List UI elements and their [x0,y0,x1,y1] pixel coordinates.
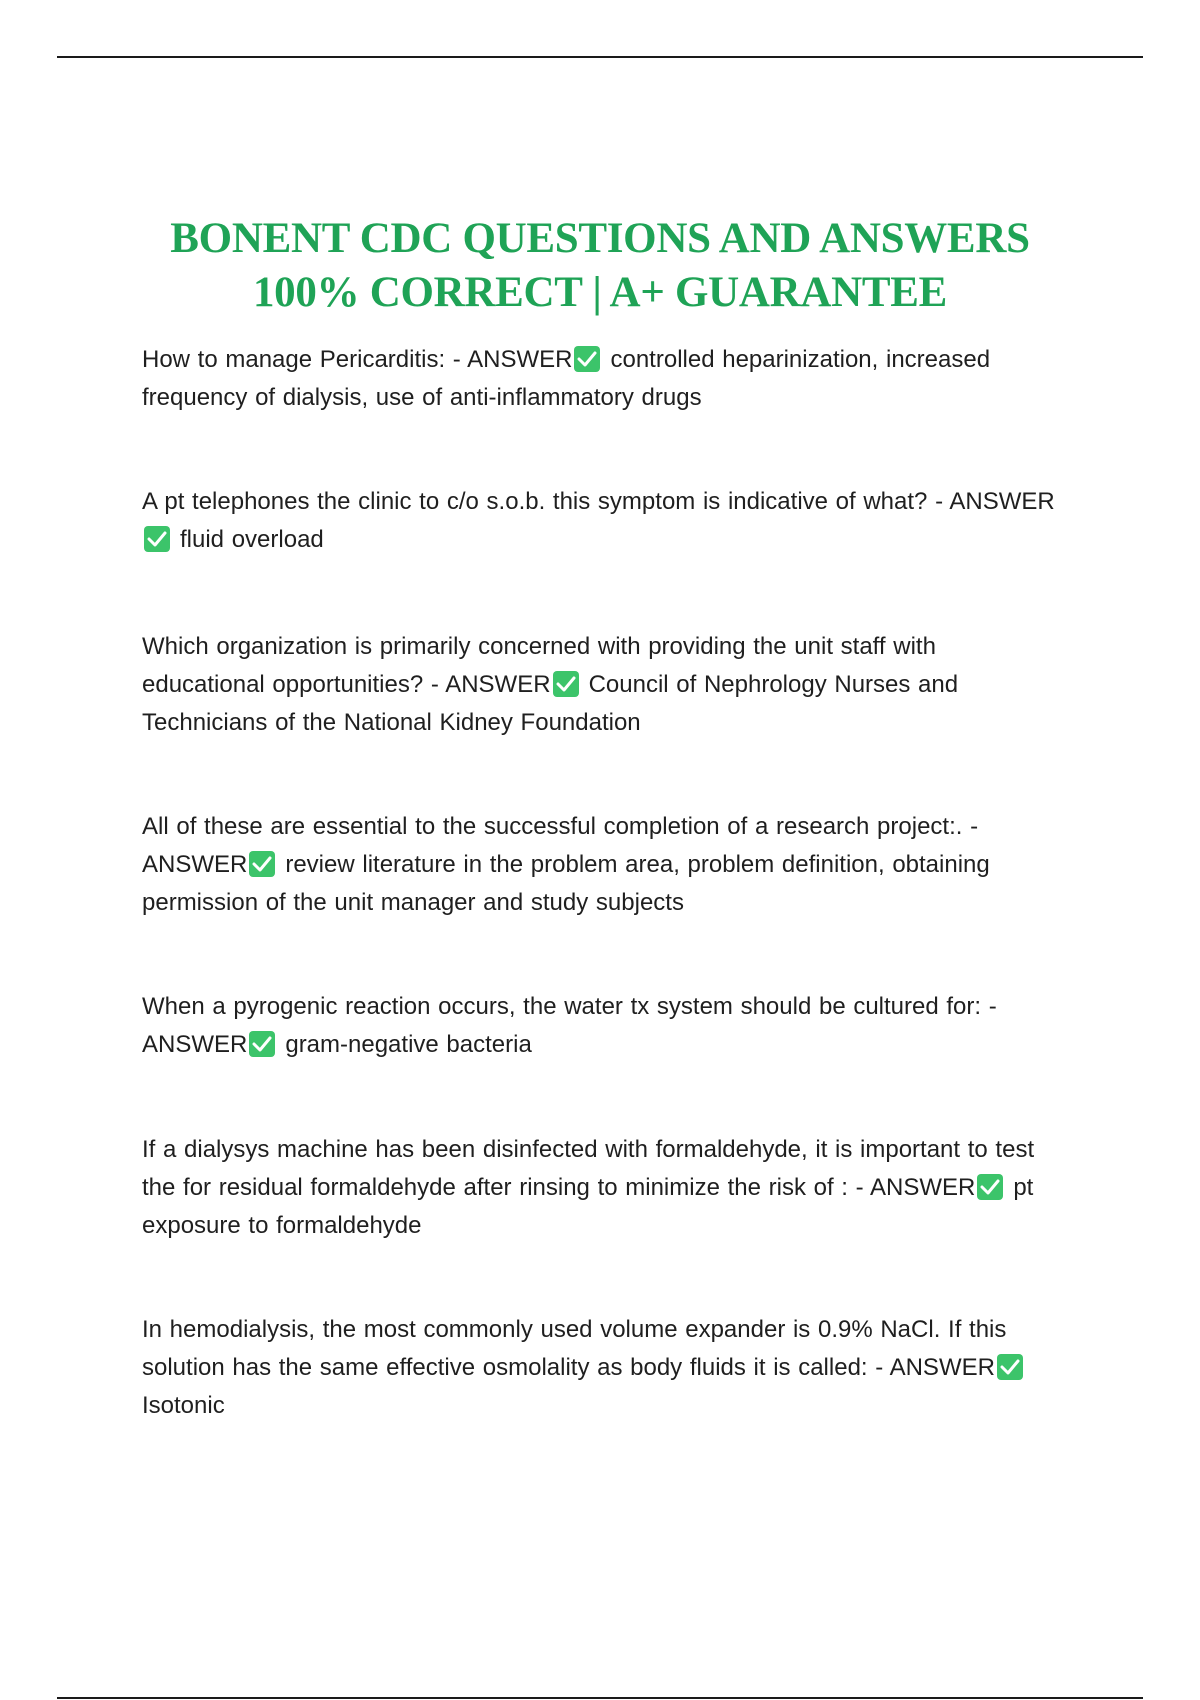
bottom-rule [57,1697,1143,1699]
document-title [80,212,1120,320]
question-text: When a pyrogenic reaction occurs, the water tx system should be cultured for: - ANSWER [142,993,997,1058]
check-mark-icon [144,526,170,552]
question-text: How to manage Pericarditis: - ANSWER [142,346,573,373]
answer-text: pt exposure to formaldehyde [142,1174,1034,1239]
qa-item-5 [142,988,1062,1064]
qa-item-1 [142,341,1062,417]
check-mark-icon [574,346,600,372]
answer-text: review literature in the problem area, problem definition, obtaining permission of the unit manager and study subjects [142,851,990,916]
qa-item-6 [142,1131,1062,1245]
qa-item-3 [142,628,1062,742]
question-text: In hemodialysis, the most commonly used volume expander is 0.9% NaCl. If this solution has the same effective osmolality as body fluids it is called: - ANSWER [142,1316,1007,1381]
question-text: Which organization is primarily concerned with providing the unit staff with educational opportunities? - ANSWER [142,633,936,698]
check-mark-icon [997,1354,1023,1380]
question-text: A pt telephones the clinic to c/o s.o.b. this symptom is indicative of what? - ANSWER [142,488,1055,515]
title-line-2: 100% CORRECT | A+ GUARANTEE [252,269,948,316]
answer-text: controlled heparinization, increased frequency of dialysis, use of anti-inflammatory drugs [142,346,991,411]
answer-text: Council of Nephrology Nurses and Technicians of the National Kidney Foundation [142,671,959,736]
qa-item-4 [142,808,1062,922]
title-line-1: BONENT CDC QUESTIONS AND ANSWERS [170,215,1030,262]
answer-text: gram-negative bacteria [285,1031,532,1058]
answer-text: fluid overload [180,526,324,553]
question-text: All of these are essential to the successful completion of a research project:. - ANSWER [142,813,979,878]
check-mark-icon [249,851,275,877]
check-mark-icon [249,1031,275,1057]
qa-item-2 [142,483,1062,559]
question-text: If a dialysys machine has been disinfected with formaldehyde, it is important to test the for residual formaldehyde after rinsing to minimize the risk of : - ANSWER [142,1136,1035,1201]
qa-item-7 [142,1311,1062,1425]
check-mark-icon [553,671,579,697]
answer-text: Isotonic [142,1392,225,1419]
top-rule [57,56,1143,58]
check-mark-icon [977,1174,1003,1200]
